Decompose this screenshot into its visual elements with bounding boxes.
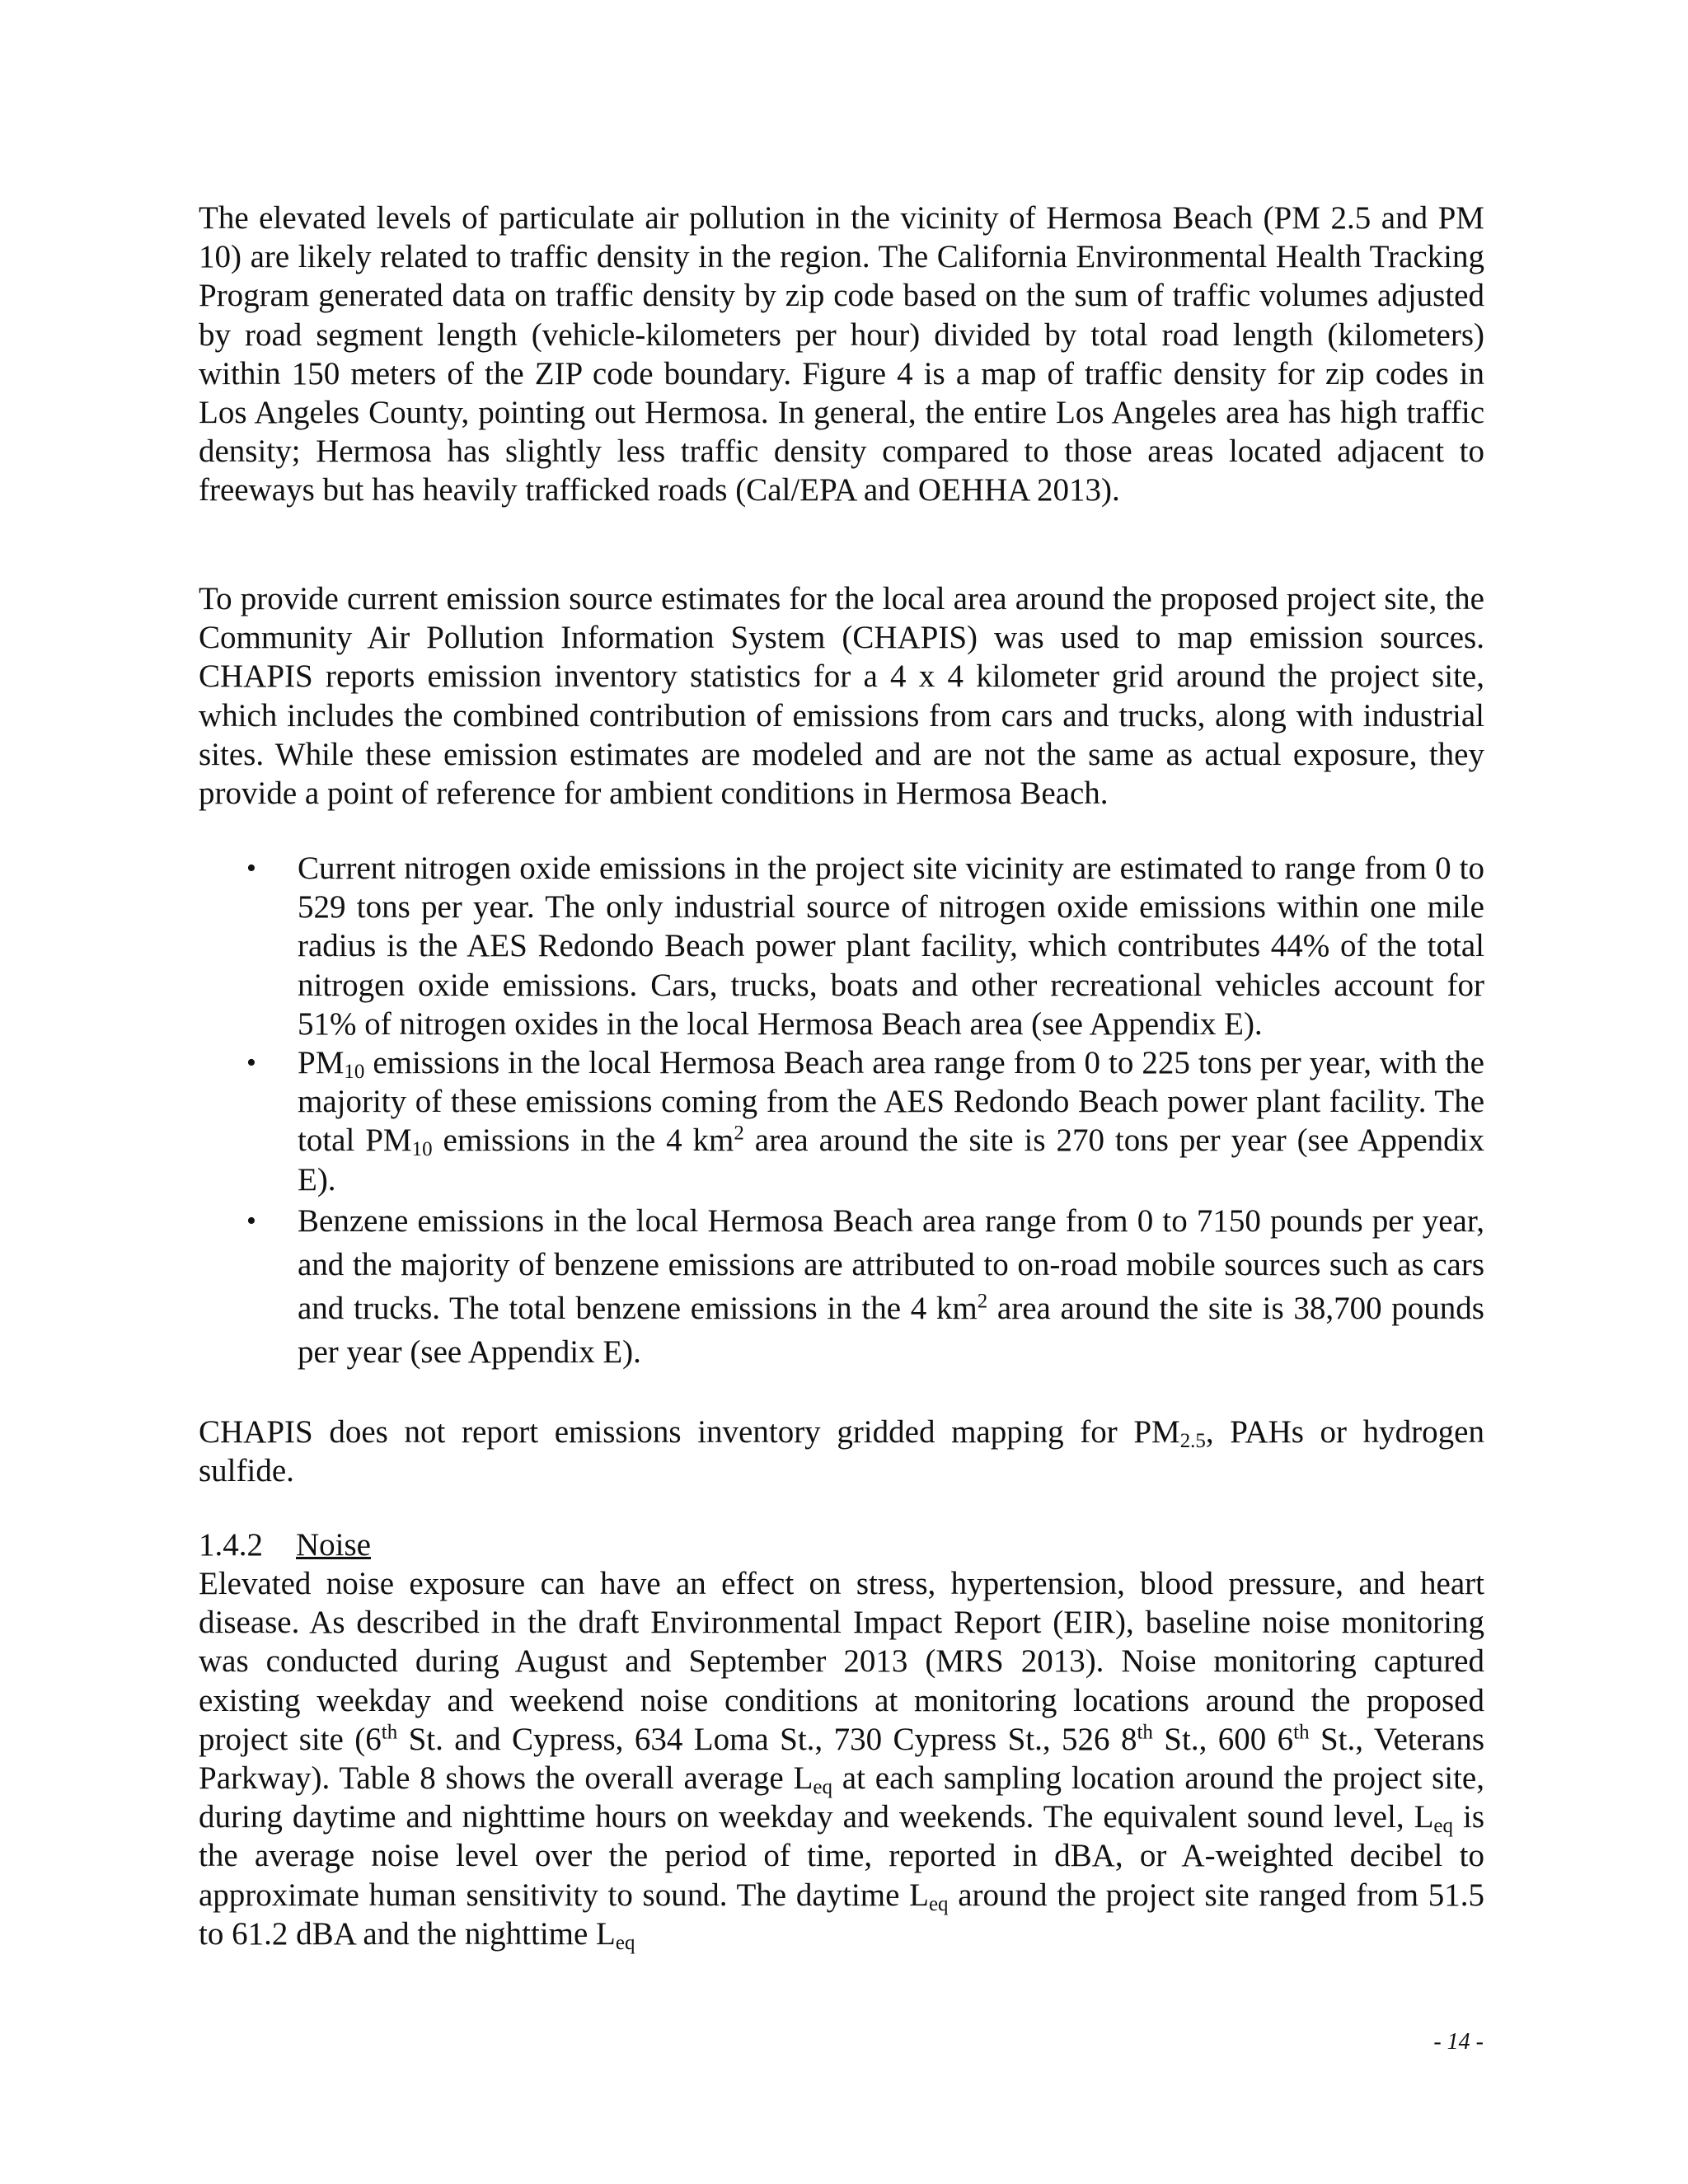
superscript: th — [381, 1721, 398, 1744]
text-run: Benzene emissions in the local Hermosa Beach area range from 0 to 7150 pounds per year, and the majority of benzene emissions are attributed to on-road mobile sources such as cars and trucks. The total benzene emissions in the 4 km — [298, 1202, 1484, 1326]
superscript: th — [1293, 1721, 1310, 1744]
subscript: eq — [813, 1776, 832, 1799]
superscript: th — [1137, 1721, 1153, 1744]
section-heading — [199, 1526, 1484, 1564]
bullet-icon: • — [246, 1205, 256, 1236]
bullet-pm10 — [199, 1043, 1484, 1199]
subscript: 10 — [411, 1138, 433, 1161]
paragraph-traffic-density — [199, 199, 1484, 510]
bullet-nitrogen-oxide — [199, 849, 1484, 1043]
bullet-text: Current nitrogen oxide emissions in the project site vicinity are estimated to range from 0 to 529 tons per year. The only industrial source of nitrogen oxide emissions within one mile radius is the AES Redondo Beach power plant facility, which contributes 44% of the total nitrogen oxide emissions. Cars, trucks, boats and other recreational vehicles account for 51% of nitrogen oxides in the local Hermosa Beach area (see Appendix E). — [298, 851, 1484, 1042]
text-run: CHAPIS does not report emissions inventory gridded mapping for PM — [199, 1414, 1180, 1450]
bullet-icon: • — [246, 853, 256, 883]
section-number: 1.4.2 — [199, 1527, 263, 1563]
subscript: eq — [928, 1892, 949, 1915]
paragraph-text — [199, 1564, 1484, 1953]
text-run: , PAHs or hydrogen sulfide. — [199, 1414, 1484, 1489]
subscript: 10 — [344, 1061, 365, 1084]
text-run: emissions in the local Hermosa Beach area range from 0 to 225 tons per year, with the majority of these emissions coming from the AES Redondo Beach power plant facility. The total PM — [298, 1045, 1484, 1159]
bullet-text — [298, 1203, 1484, 1370]
text-run: Elevated noise exposure can have an effect on stress, hypertension, blood pressure, and heart disease. As described in the draft Environmental Impact Report (EIR), baseline noise monitoring was conducted during August and September 2013 (MRS 2013). Noise monitoring captured existing weekday and weekend noise conditions at monitoring locations around the proposed project site (6 — [199, 1566, 1484, 1757]
text-run: is the average noise level over the period of time, reported in dBA, or A-weighted decibel to approximate human sensitivity to sound. The daytime L — [199, 1799, 1484, 1913]
text-run: at each sampling location around the project site, during daytime and nighttime hours on weekday and weekends. The equivalent sound level, L — [199, 1760, 1484, 1835]
subscript: eq — [615, 1932, 635, 1955]
text-run: St. and Cypress, 634 Loma St., 730 Cypress St., 526 8 — [397, 1721, 1137, 1757]
bullet-text — [298, 1045, 1484, 1197]
text-run: emissions in the 4 km — [432, 1122, 734, 1159]
paragraph-chapis-limitations — [199, 1413, 1484, 1490]
text-run: around the project site ranged from 51.5 to 61.2 dBA and the nighttime L — [199, 1877, 1484, 1952]
section-title: Noise — [296, 1527, 371, 1563]
text-run: St., Veterans Parkway). Table 8 shows the overall average L — [199, 1721, 1485, 1797]
text-run: area around the site is 270 tons per year (see Appendix E). — [298, 1122, 1484, 1197]
page-number: - 14 - — [1433, 2029, 1484, 2055]
superscript: 2 — [977, 1290, 988, 1313]
paragraph-noise — [199, 1564, 1484, 1953]
text-run: PM — [298, 1045, 345, 1081]
paragraph-chapis-intro — [199, 579, 1484, 813]
text-run: St., 600 6 — [1152, 1721, 1294, 1757]
subscript: eq — [1433, 1815, 1453, 1838]
paragraph-text — [199, 1413, 1484, 1490]
bullet-icon: • — [246, 1047, 256, 1079]
bullet-benzene — [199, 1199, 1484, 1374]
superscript: 2 — [734, 1122, 744, 1145]
paragraph-text: The elevated levels of particulate air pollution in the vicinity of Hermosa Beach (PM 2.5 and PM 10) are likely related to traffic density in the region. The California Environmental Health Tracking Program generated data on traffic density by zip code based on the sum of traffic volumes adjusted by road segment length (vehicle-kilometers per hour) divided by total road length (kilometers) within 150 meters of the ZIP code boundary. Figure 4 is a map of traffic density for zip codes in Los Angeles County, pointing out Hermosa. In general, the entire Los Angeles area has high traffic density; Hermosa has slightly less traffic density compared to those areas located adjacent to freeways but has heavily trafficked roads (Cal/EPA and OEHHA 2013). — [199, 200, 1484, 509]
emissions-bullet-list — [199, 849, 1484, 1374]
text-run: area around the site is 38,700 pounds per year (see Appendix E). — [298, 1290, 1484, 1370]
subscript: 2.5 — [1179, 1430, 1206, 1453]
paragraph-text: To provide current emission source estimates for the local area around the proposed project site, the Community Air Pollution Information System (CHAPIS) was used to map emission sources. CHAPIS reports emission inventory statistics for a 4 x 4 kilometer grid around the project site, which includes the combined contribution of emissions from cars and trucks, along with industrial sites. While these emission estimates are modeled and are not the same as actual exposure, they provide a point of reference for ambient conditions in Hermosa Beach. — [199, 581, 1484, 812]
